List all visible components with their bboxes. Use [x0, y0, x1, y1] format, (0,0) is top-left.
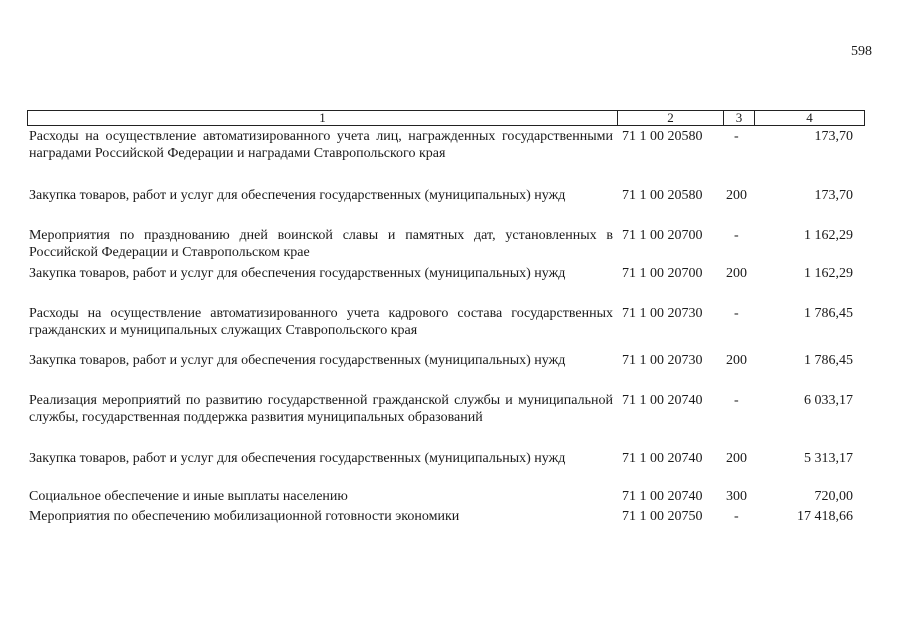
header-col-3: 3: [724, 111, 755, 125]
row-type: -: [734, 129, 739, 144]
row-sum: 17 418,66: [797, 509, 853, 524]
row-sum: 1 786,45: [804, 353, 853, 368]
row-code: 71 1 00 20740: [622, 451, 703, 466]
row-type: 300: [726, 489, 747, 504]
row-code: 71 1 00 20730: [622, 306, 703, 321]
row-code: 71 1 00 20580: [622, 188, 703, 203]
row-code: 71 1 00 20700: [622, 266, 703, 281]
row-code: 71 1 00 20730: [622, 353, 703, 368]
row-name: Закупка товаров, работ и услуг для обеспечения государственных (муниципальных) нужд: [29, 451, 566, 466]
row-type: 200: [726, 266, 747, 281]
table-header: [27, 110, 865, 126]
row-name: Мероприятия по празднованию дней воинской славы и памятных дат, установленных в Российской Федерации и Ставропольском крае: [29, 228, 613, 260]
row-code: 71 1 00 20740: [622, 489, 703, 504]
row-name: Закупка товаров, работ и услуг для обеспечения государственных (муниципальных) нужд: [29, 266, 566, 281]
row-name: Закупка товаров, работ и услуг для обеспечения государственных (муниципальных) нужд: [29, 188, 566, 203]
header-col-2: 2: [618, 111, 724, 125]
row-type: -: [734, 306, 739, 321]
row-type: 200: [726, 451, 747, 466]
row-name: Реализация мероприятий по развитию государственной гражданской службы и муниципальной службы, государственная поддержка развития муниципальных образований: [29, 393, 613, 425]
row-type: -: [734, 228, 739, 243]
header-col-1: 1: [28, 111, 618, 125]
page-number: 598: [851, 44, 872, 59]
row-sum: 173,70: [814, 129, 853, 144]
row-type: -: [734, 393, 739, 408]
row-name: Мероприятия по обеспечению мобилизационной готовности экономики: [29, 509, 460, 524]
row-sum: 1 786,45: [804, 306, 853, 321]
row-sum: 5 313,17: [804, 451, 853, 466]
row-code: 71 1 00 20700: [622, 228, 703, 243]
row-sum: 173,70: [814, 188, 853, 203]
row-code: 71 1 00 20740: [622, 393, 703, 408]
row-name: Расходы на осуществление автоматизированного учета лиц, награжденных государственными наградами Российской Федерации и наградами Ставропольского края: [29, 129, 613, 161]
row-sum: 1 162,29: [804, 228, 853, 243]
row-type: -: [734, 509, 739, 524]
row-code: 71 1 00 20580: [622, 129, 703, 144]
row-sum: 6 033,17: [804, 393, 853, 408]
row-type: 200: [726, 188, 747, 203]
row-name: Расходы на осуществление автоматизированного учета кадрового состава государственных гражданских и муниципальных служащих Ставропольского края: [29, 306, 613, 338]
row-name: Закупка товаров, работ и услуг для обеспечения государственных (муниципальных) нужд: [29, 353, 566, 368]
row-sum: 720,00: [814, 489, 853, 504]
row-type: 200: [726, 353, 747, 368]
row-name: Социальное обеспечение и иные выплаты населению: [29, 489, 348, 504]
row-code: 71 1 00 20750: [622, 509, 703, 524]
header-col-4: 4: [806, 110, 813, 125]
row-sum: 1 162,29: [804, 266, 853, 281]
